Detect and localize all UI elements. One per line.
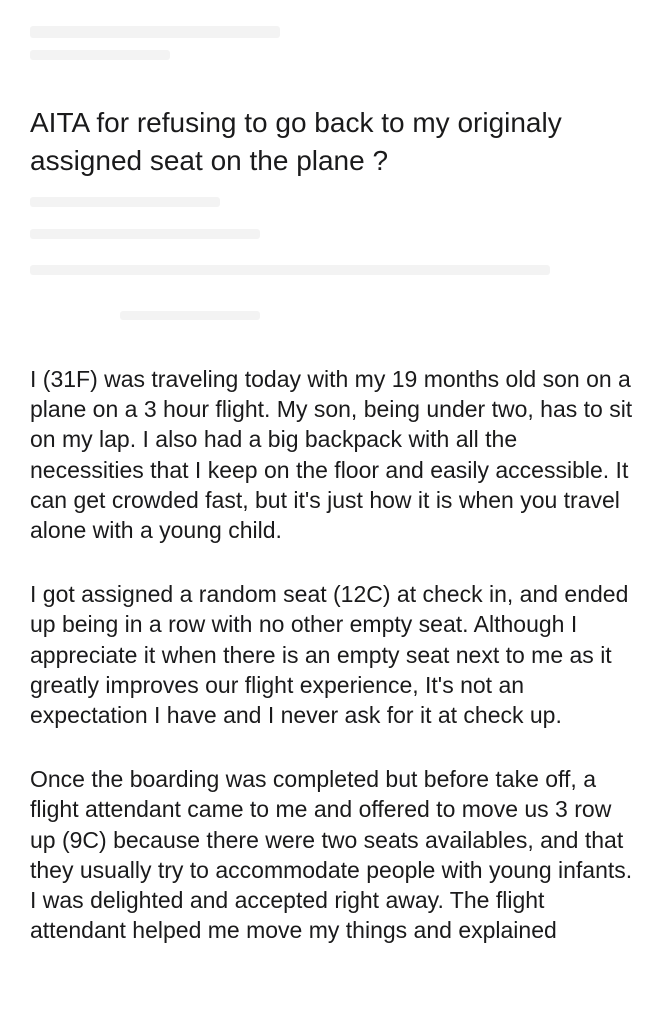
faded-header-line xyxy=(30,50,170,60)
post-paragraph: I got assigned a random seat (12C) at check in, and ended up being in a row with no other empty seat. Although I appreciate it when there is an empty seat next to me as it greatly improves our flight experience, It's not an expectation I have and I never ask for it at check up. xyxy=(30,581,629,729)
faded-meta-line xyxy=(120,311,260,320)
faded-header-line xyxy=(30,26,280,38)
post-title: AITA for refusing to go back to my originaly assigned seat on the plane ? xyxy=(30,107,562,176)
faded-header xyxy=(0,0,662,90)
faded-meta-line xyxy=(30,229,260,239)
faded-meta-line xyxy=(30,197,220,207)
post-paragraph: Once the boarding was completed but before take off, a flight attendant came to me and offered to move us 3 row up (9C) because there were two seats availables, and that they usually try to accommodate people with young infants. I was delighted and accepted right away. The flight attendant helped me move my things and explained xyxy=(30,766,633,944)
post-paragraph: I (31F) was traveling today with my 19 months old son on a plane on a 3 hour flight. My son, being under two, has to sit on my lap. I also had a big backpack with all the necessities that I keep on the floor and easily accessible. It can get crowded fast, but it's just how it is when you travel alone with a young child. xyxy=(30,366,633,544)
faded-meta-area xyxy=(0,185,662,335)
post-body xyxy=(30,364,635,979)
faded-meta-line xyxy=(30,265,550,275)
